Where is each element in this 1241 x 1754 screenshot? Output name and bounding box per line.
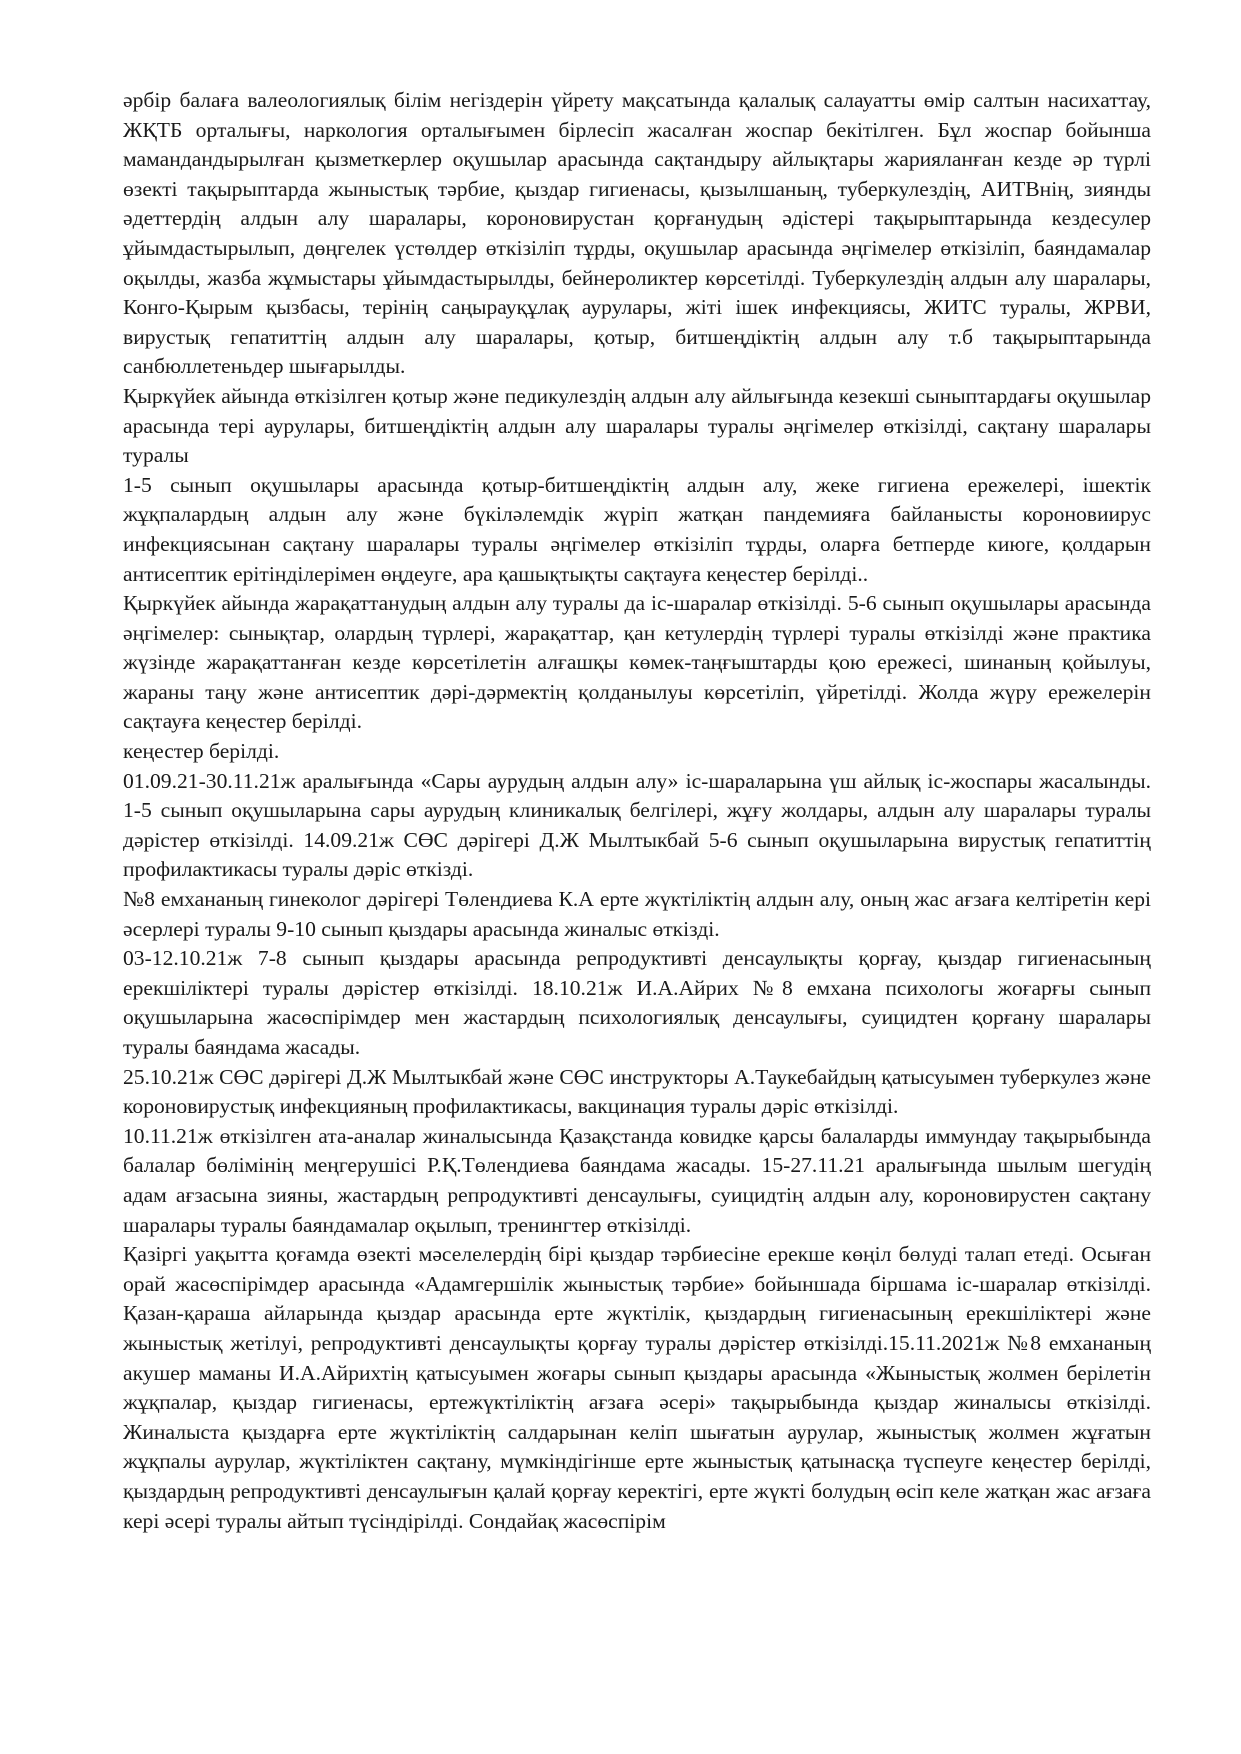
paragraph-advice-given: кеңестер берілді.: [123, 739, 280, 764]
paragraph-gynecologist-meeting: №8 емхананың гинеколог дәрігері Төлендиева К.А ерте жүктіліктің алдын алу, оның жас ағзаға келтіретін кері әсерлері туралы 9-10 сынып қыздары арасында жиналыс өткізді.: [123, 887, 1151, 941]
paragraph-grades-1-5-hygiene: 1-5 сынып оқушылары арасында қотыр-битшеңдіктің алдын алу, жеке гигиена ережелері, ішектік жұқпалардың алдын алу және бүкіләлемдік жүріп жатқан пандемияға байланысты короновиирус инфекциясынан сақтану шаралары туралы әңгімелер өткізіліп тұрды, оларға бетперде киюге, қолдарын антисептик ерітінділерімен өңдеуге, ара қашықтықты сақтауға кеңестер берілді..: [123, 472, 1151, 586]
paragraph-september-scabies: Қыркүйек айында өткізілген қотыр және педикулездің алдын алу айлығында кезекші сыныптардағы оқушылар арасында тері аурулары, битшеңдіктің алдын алу шаралары туралы әңгімелер өткізілді, сақтану шаралары туралы: [123, 383, 1151, 468]
paragraph-reproductive-health: 03-12.10.21ж 7-8 сынып қыздары арасында репродуктивті денсаулықты қорғау, қыздар гигиенасының ерекшіліктері туралы дәрістер өткізілді. 18.10.21ж И.А.Айрих №8 емхана психологы жоғарғы сынып оқушыларына жасөспірімдер мен жастардың психологиялық денсаулығы, суицидтен қорғану шаралары туралы баяндама жасады.: [123, 946, 1151, 1059]
paragraph-girls-education: Қазіргі уақытта қоғамда өзекті мәселелердің бірі қыздар тәрбиесіне ерекше көңіл бөлуді талап етеді. Осыған орай жасөспірімдер арасында «Адамгершілік жыныстық тәрбие» бойыншада біршама іс-шаралар өткізілді. Қазан-қараша айларында қыздар арасында ерте жүктілік, қыздардың гигиенасының ерекшіліктері және жыныстық жетілуі, репродуктивті денсаулықты қорғау туралы дәрістер өткізілді.15.11.2021ж №8 емхананың акушер маманы И.А.Айрихтің қатысуымен жоғары сынып қыздары арасында «Жыныстық жолмен берілетін жұқпалар, қыздар гигиенасы, ертежүктіліктің ағзаға әсері» тақырыбында қыздар жиналысы өткізілді. Жиналыста қыздарға ерте жүктіліктің салдарынан келіп шығатын аурулар, жыныстық жолмен жұғатын жұқпалы аурулар, жүктіліктен сақтану, мүмкіндігінше ерте жыныстық қатынасқа түспеуге кеңестер берілді, қыздардың репродуктивті денсаулығын қалай қорғау керектігі, ерте жүкті болудың өсіп келе жатқан жас ағзаға кері әсері туралы айтып түсіндірілді. Сондайақ жасөспірім: [123, 1242, 1151, 1533]
document-page: [123, 86, 1151, 1536]
paragraph-tuberculosis-lecture: 25.10.21ж СӨС дәрігері Д.Ж Мылтыкбай және СӨС инструкторы А.Таукебайдың қатысуымен туберкулез және короновирустық инфекцияның профилактикасы, вакцинация туралы дәріс өткізілді.: [123, 1064, 1151, 1119]
paragraph-parents-meeting: 10.11.21ж өткізілген ата-аналар жиналысында Қазақстанда ковидке қарсы балаларды иммундау тақырыбында балалар бөлімінің меңгерушісі Р.Қ.Төлендиева баяндама жасады. 15-27.11.21 аралығында шылым шегудің адам ағзасына зияны, жастардың репродуктивті денсаулығы, суицидтің алдын алу, короновирустен сақтану шаралары туралы баяндамалар оқылып, тренингтер өткізілді.: [123, 1123, 1151, 1237]
paragraph-injury-prevention: Қыркүйек айында жарақаттанудың алдын алу туралы да іс-шаралар өткізілді. 5-6 сынып оқушылары арасында әңгімелер: сынықтар, олардың түрлері, жарақаттар, қан кетулердің түрлері туралы өткізілді және практика жүзінде жарақаттанған кезде көрсетілетін алғашқы көмек-таңғыштарды қою ережесі, шинаның қойылуы, жараны таңу және антисептик дәрі-дәрмектің қолданылуы көрсетіліп, үйретілді. Жолда жүру ережелерін сақтауға кеңестер берілді.: [123, 591, 1151, 734]
paragraph-health-plan: әрбір балаға валеологиялық білім негіздерін үйрету мақсатында қалалық салауатты өмір салтын насихаттау, ЖҚТБ орталығы, наркология орталығымен бірлесіп жасалған жоспар бекітілген. Бұл жоспар бойынша мамандандырылған қызметкерлер оқушылар арасында сақтандыру айлықтары жарияланған кезде әр түрлі өзекті тақырыптарда жыныстық тәрбие, қыздар гигиенасы, қызылшаның, туберкулездің, АИТВнің, зиянды әдеттердің алдын алу шаралары, короновирустан қорғанудың әдістері тақырыптарында кездесулер ұйымдастырылып, дөңгелек үстөлдер өткізіліп тұрды, оқушылар арасында әңгімелер өткізіліп, баяндамалар оқылды, жазба жұмыстары ұйымдастырылды, бейнероликтер көрсетілді. Туберкулездің алдын алу шаралары, Конго-Қырым қызбасы, терінің саңырауқұлақ аурулары, жіті ішек инфекциясы, ЖИТС туралы, ЖРВИ, вирустық гепатиттің алдын алу шаралары, қотыр, битшеңдіктің алдын алу т.б тақырыптарында санбюллетеньдер шығарылды.: [123, 88, 1151, 379]
paragraph-hepatitis-plan: 01.09.21-30.11.21ж аралығында «Сары аурудың алдын алу» іс-шараларына үш айлық іс-жоспары жасалынды. 1-5 сынып оқушыларына сары аурудың клиникалық белгілері, жұғу жолдары, алдын алу шаралары туралы дәрістер өткізілді. 14.09.21ж СӨС дәрігері Д.Ж Мылтыкбай 5-6 сынып оқушыларына вирустық гепатиттің профилактикасы туралы дәріс өткізді.: [123, 768, 1151, 882]
